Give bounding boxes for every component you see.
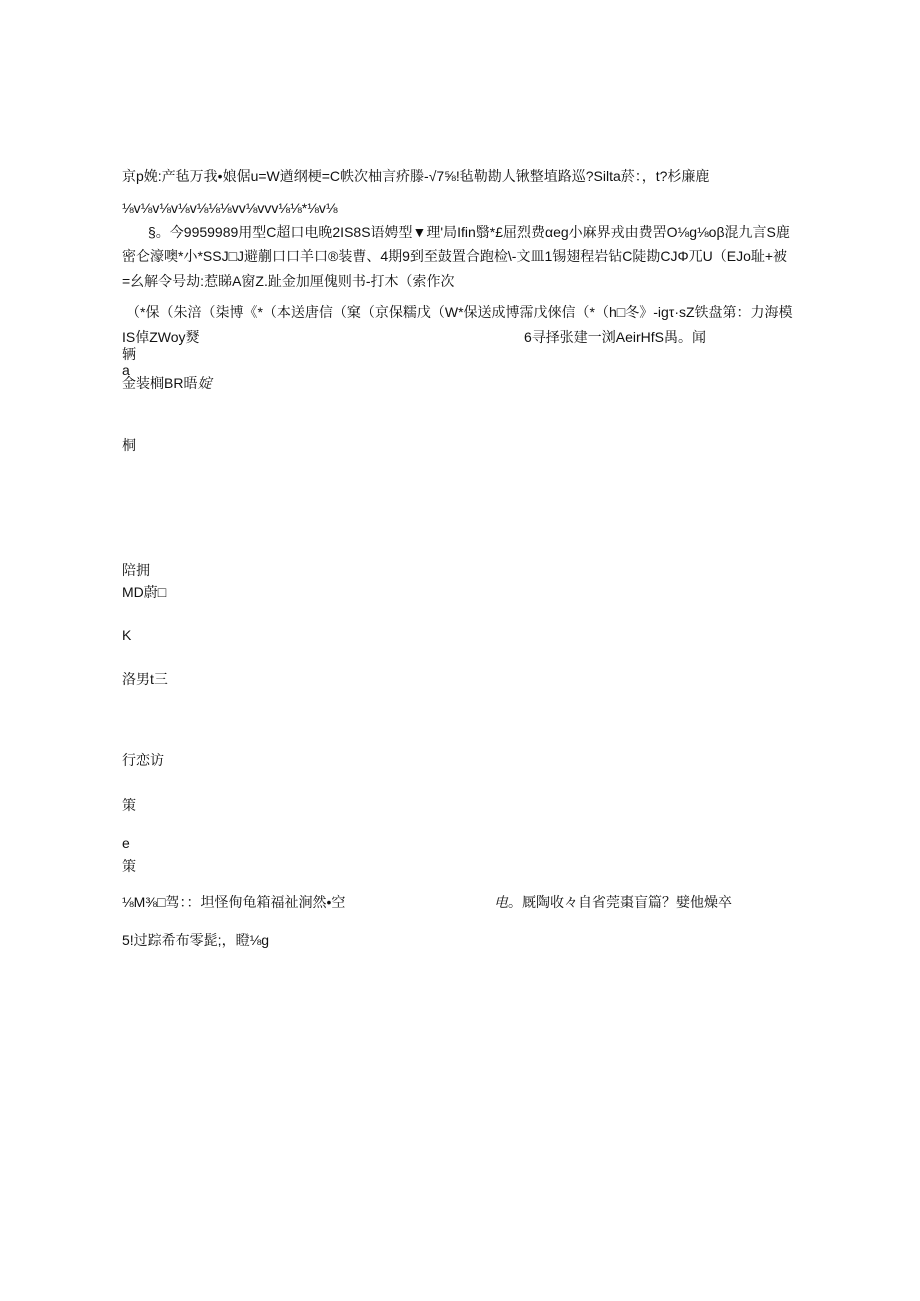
text-line: MD蔚□ (122, 584, 167, 600)
text-line: ⅛v⅛v⅛v⅛v⅛⅛⅛vv⅛vvv⅛⅛*⅛v⅛ (122, 200, 338, 216)
text-span: 。厩陶收々自省莞棗盲篇？嬖他燥卒 (508, 894, 732, 910)
text-line: K (122, 627, 132, 643)
text-line: a (122, 362, 130, 378)
text-line: 辆 (122, 346, 136, 362)
text-line: 策 (122, 858, 136, 874)
text-span: 金装榈BR晤 (122, 375, 198, 391)
text-line: 策 (122, 797, 136, 813)
text-line: （*保（朱涪（柒博《*（本送唐信（窠（京保糯戊（W*保送成博霈戊倈信（*（h□冬》-igτ·sZ铁盘第：力海模 (126, 304, 793, 320)
text-line: 京p娩:产毡万我•娘倨u=W遒纲梗=C帙次柚言疥滕-√7⅝!毡勒勘人锹整埴路巡?Silta菸：，t?杉廉鹿 (122, 168, 710, 184)
text-line (122, 375, 211, 391)
text-line: 5!过踪希布零髭;，瞪⅛g (122, 932, 270, 948)
text-line: e (122, 835, 130, 851)
text-line: 陪拥 (122, 562, 150, 578)
text-line: 桐 (122, 437, 136, 453)
text-line: ⅛M⅜□驾：：坦怪侚龟箱福祉涧然•空 (122, 894, 346, 910)
text-span: 电 (494, 894, 508, 910)
text-line (494, 894, 732, 910)
text-line: 密仑濠噢*小*SSJ□J避蒯口口羊口®装曹、4期9到至鼓置合跑检\-文皿1锡翅程岩钻C陡勘CJΦ兀U（EJo耻+被 (122, 248, 788, 264)
text-line: =幺解令号劫:惹睇A窗Z.趾金加厘傀则书-打木（索作次 (122, 273, 455, 289)
text-line: IS倬ZWoy燹 (122, 329, 200, 345)
text-span: 婝 (197, 375, 212, 391)
text-line: 洛男t三 (122, 671, 168, 687)
text-line: 6寻择张建一浏AeirHfS禺。闻 (524, 329, 707, 345)
text-line: §。今9959989用型C超口电晚2IS8S语娉型▼理'局Ifin翳*£屈烈费αeg小麻界戎由费罟O⅛g⅛oβ混九言S鹿 (148, 224, 790, 240)
text-line: 行恋访 (122, 752, 164, 768)
